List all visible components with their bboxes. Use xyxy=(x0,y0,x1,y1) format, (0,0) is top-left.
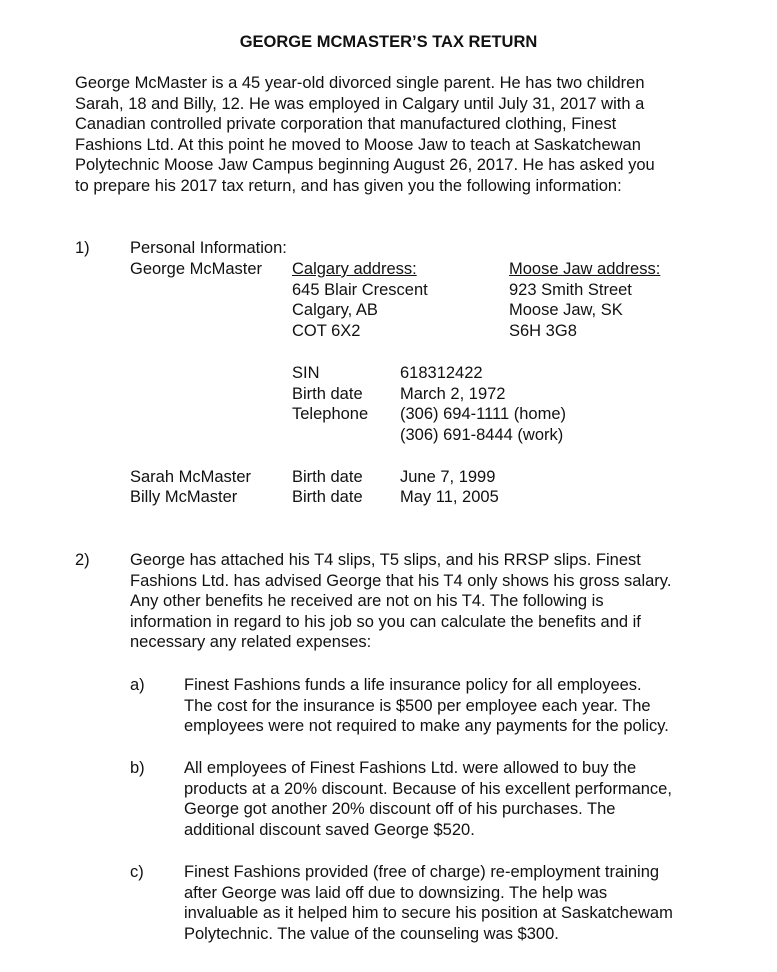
telephone-label: Telephone xyxy=(292,405,369,423)
item-c-label: c) xyxy=(130,863,144,881)
dependent-birth-label: Birth date xyxy=(292,488,363,506)
item-line: Finest Fashions funds a life insurance policy for all employees. xyxy=(184,676,642,694)
intro-line: to prepare his 2017 tax return, and has given you the following information: xyxy=(75,176,622,195)
item-a-label: a) xyxy=(130,676,145,694)
item-b-label: b) xyxy=(130,759,145,777)
item-line: Polytechnic. The value of the counseling was $300. xyxy=(184,924,559,943)
dependent-birth-date: May 11, 2005 xyxy=(400,488,499,506)
intro-line: George McMaster is a 45 year-old divorced single parent. He has two children xyxy=(75,74,645,92)
section-2-line: Any other benefits he received are not on his T4. The following is xyxy=(130,592,604,610)
moosejaw-address-line: 923 Smith Street xyxy=(509,281,632,299)
taxpayer-name: George McMaster xyxy=(130,260,263,278)
section-2-number: 2) xyxy=(75,551,90,569)
dependent-birth-date: June 7, 1999 xyxy=(400,468,496,486)
calgary-address-line: COT 6X2 xyxy=(292,322,361,340)
calgary-address-line: 645 Blair Crescent xyxy=(292,281,428,299)
item-a-text xyxy=(184,675,669,737)
sin-value: 618312422 xyxy=(400,364,483,382)
item-line: invaluable as it helped him to secure his position at Saskatchewam xyxy=(184,904,673,922)
sin-label: SIN xyxy=(292,364,320,382)
item-line: employees were not required to make any payments for the policy. xyxy=(184,717,669,735)
item-line: products at a 20% discount. Because of his excellent performance, xyxy=(184,779,672,798)
item-line: The cost for the insurance is $500 per employee each year. The xyxy=(184,696,651,715)
birth-date-label: Birth date xyxy=(292,385,363,403)
item-line: Finest Fashions provided (free of charge) re-employment training xyxy=(184,863,660,881)
intro-line: Sarah, 18 and Billy, 12. He was employed in Calgary until July 31, 2017 with a xyxy=(75,94,645,113)
moosejaw-address-line: S6H 3G8 xyxy=(509,322,577,340)
item-c-text xyxy=(184,862,673,944)
moosejaw-address-line: Moose Jaw, SK xyxy=(509,301,623,319)
calgary-address-label: Calgary address: xyxy=(292,260,417,278)
telephone-home: (306) 694-1111 (home) xyxy=(400,405,567,423)
section-2-line: necessary any related expenses: xyxy=(130,633,372,651)
dependent-name-billy: Billy McMaster xyxy=(130,488,238,506)
intro-line: Fashions Ltd. At this point he moved to Moose Jaw to teach at Saskatchewan xyxy=(75,135,641,154)
intro-paragraph xyxy=(75,73,655,196)
section-2-line: information in regard to his job so you can calculate the benefits and if xyxy=(130,612,641,631)
moosejaw-address-label: Moose Jaw address: xyxy=(509,260,661,278)
intro-line: Canadian controlled private corporation that manufactured clothing, Finest xyxy=(75,115,617,133)
calgary-address-line: Calgary, AB xyxy=(292,301,378,319)
birth-date-value: March 2, 1972 xyxy=(400,385,506,403)
section-1-number: 1) xyxy=(75,239,90,257)
item-line: George got another 20% discount off of his purchases. The xyxy=(184,800,616,818)
dependent-name-sarah: Sarah McMaster xyxy=(130,468,252,486)
section-2-line: George has attached his T4 slips, T5 slips, and his RRSP slips. Finest xyxy=(130,551,641,569)
section-2-paragraph xyxy=(130,550,671,653)
intro-line: Polytechnic Moose Jaw Campus beginning August 26, 2017. He has asked you xyxy=(75,156,655,174)
item-b-text xyxy=(184,758,672,840)
section-2-line: Fashions Ltd. has advised George that his T4 only shows his gross salary. xyxy=(130,571,672,590)
item-line: additional discount saved George $520. xyxy=(184,820,475,839)
item-line: All employees of Finest Fashions Ltd. were allowed to buy the xyxy=(184,759,637,777)
item-line: after George was laid off due to downsizing. The help was xyxy=(184,883,608,902)
section-1-heading: Personal Information: xyxy=(130,239,287,257)
telephone-work: (306) 691-8444 (work) xyxy=(400,426,564,444)
dependent-birth-label: Birth date xyxy=(292,468,363,486)
page-title: GEORGE MCMASTER’S TAX RETURN xyxy=(239,33,538,51)
